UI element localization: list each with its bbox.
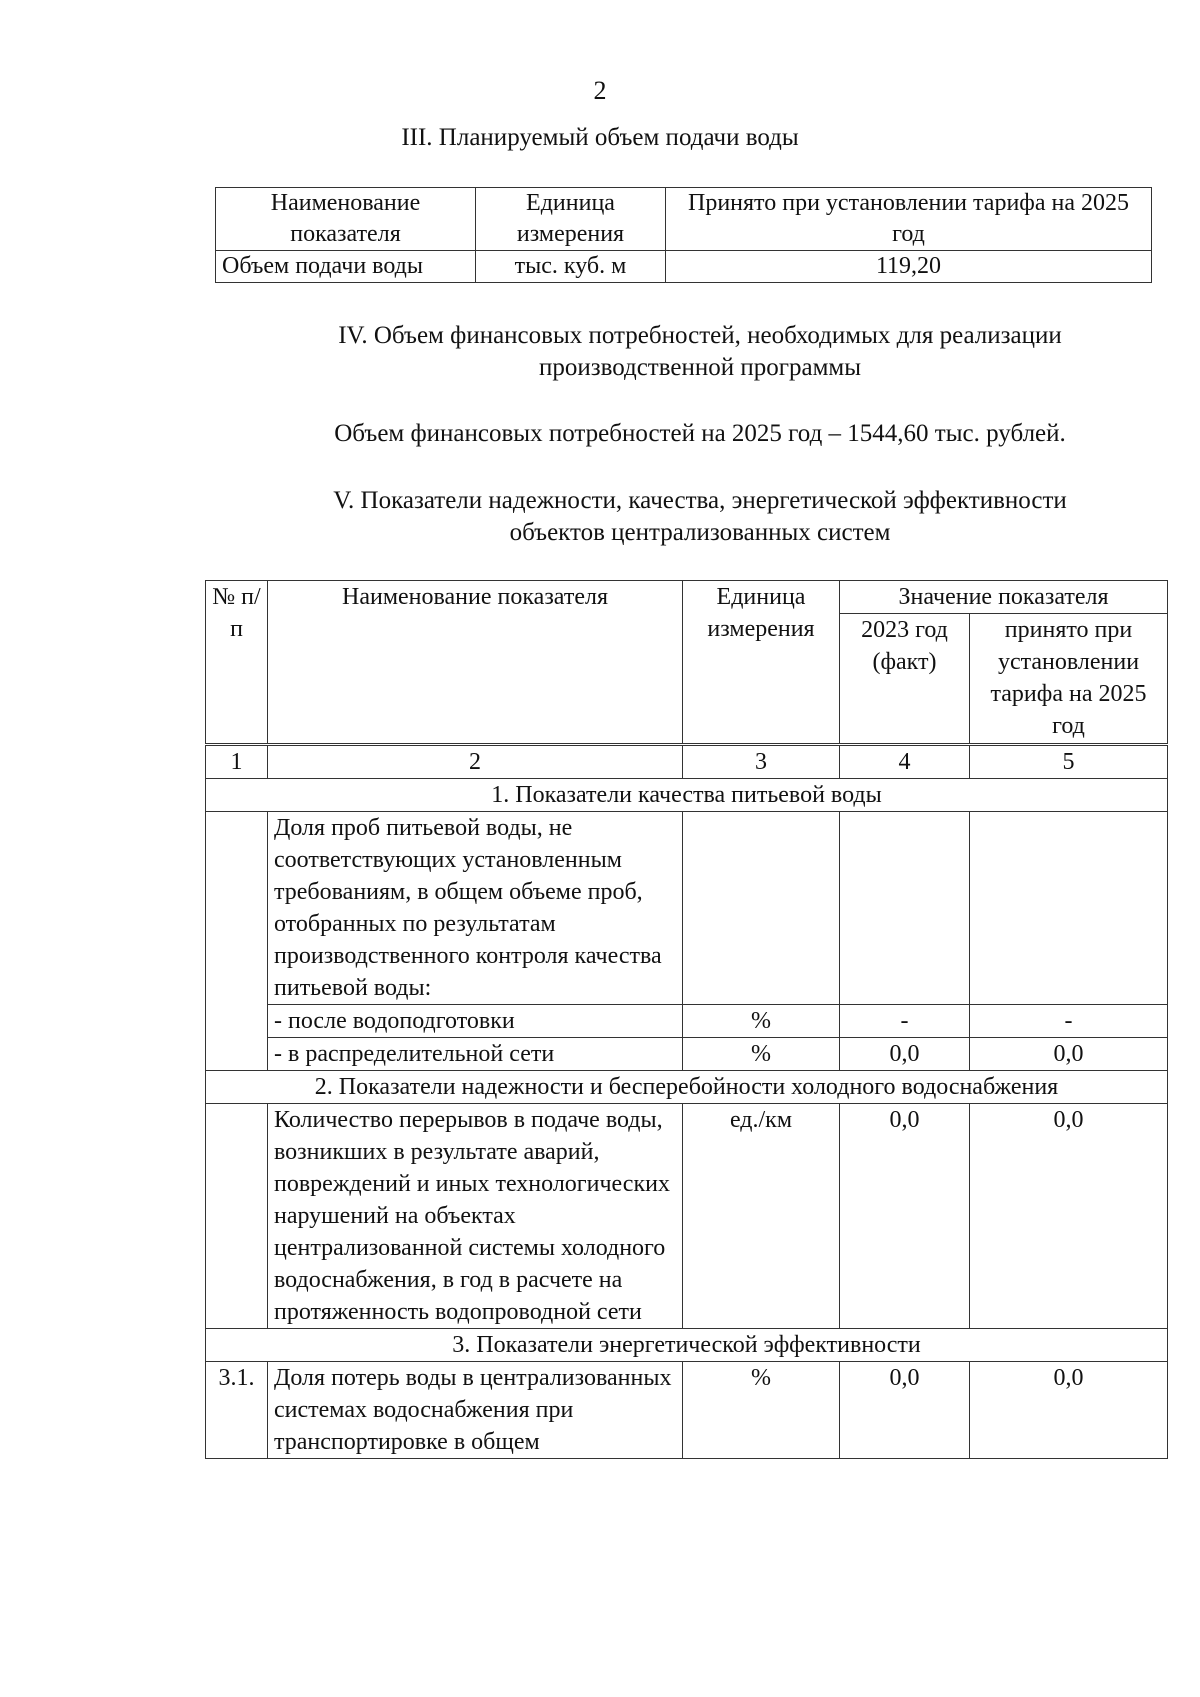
cell-2023: -	[840, 1005, 970, 1038]
cell-2025: 0,0	[970, 1362, 1168, 1459]
col-num-2: 2	[268, 745, 683, 779]
table-row	[206, 1362, 1168, 1459]
table-header-row	[216, 188, 1152, 251]
cell-2023: 0,0	[840, 1104, 970, 1329]
table-row	[216, 251, 1152, 283]
header-name: Наименование показателя	[268, 581, 683, 745]
cell-name: - после водоподготовки	[268, 1005, 683, 1038]
cell-unit: %	[683, 1005, 840, 1038]
header-value: Значение показателя	[840, 581, 1168, 614]
table-row	[206, 1038, 1168, 1071]
group-row	[206, 779, 1168, 812]
section3-title: III. Планируемый объем подачи воды	[401, 124, 799, 151]
group-2-title: 2. Показатели надежности и бесперебойности холодного водоснабжения	[206, 1071, 1168, 1104]
cell-2025: 0,0	[970, 1038, 1168, 1071]
col-num-1: 1	[206, 745, 268, 779]
table-row	[206, 1104, 1168, 1329]
page-number: 2	[593, 76, 607, 105]
cell-name: Доля потерь воды в централизованных системах водоснабжения при транспортировке в общем	[268, 1362, 683, 1459]
cell-2025: -	[970, 1005, 1168, 1038]
table-header-row	[206, 581, 1168, 614]
section4-title-line1: IV. Объем финансовых потребностей, необходимых для реализации	[338, 322, 1062, 349]
cell-name: Количество перерывов в подаче воды, возникших в результате аварий, повреждений и иных технологических нарушений на объектах централизованной системы холодного водоснабжения, в год в расчете на протяженность водопроводной сети	[268, 1104, 683, 1329]
cell-name: - в распределительной сети	[268, 1038, 683, 1071]
group-row	[206, 1329, 1168, 1362]
header-value: Принято при установлении тарифа на 2025 год	[666, 188, 1152, 251]
table-row	[206, 1005, 1168, 1038]
cell-unit: %	[683, 1362, 840, 1459]
column-number-row	[206, 745, 1168, 779]
cell-2025	[970, 812, 1168, 1005]
header-unit: Единица измерения	[683, 581, 840, 745]
section5-title-line2: объектов централизованных систем	[509, 519, 891, 546]
section4-title-line2: производственной программы	[538, 354, 862, 381]
group-3-title: 3. Показатели энергетической эффективности	[206, 1329, 1168, 1362]
section5-title-line1: V. Показатели надежности, качества, энергетической эффективности	[333, 487, 1067, 514]
indicators-table	[205, 580, 1168, 1459]
cell-num	[206, 812, 268, 1071]
financial-needs-text: Объем финансовых потребностей на 2025 год – 1544,60 тыс. рублей.	[334, 420, 1066, 447]
header-2025: принято при установлении тарифа на 2025 год	[970, 614, 1168, 745]
header-2023: 2023 год (факт)	[840, 614, 970, 745]
header-name: Наименование показателя	[216, 188, 476, 251]
header-num: № п/п	[206, 581, 268, 745]
cell-num: 3.1.	[206, 1362, 268, 1459]
supply-volume-table	[215, 187, 1152, 283]
cell-2023	[840, 812, 970, 1005]
col-num-5: 5	[970, 745, 1168, 779]
cell-2023: 0,0	[840, 1038, 970, 1071]
cell-name: Объем подачи воды	[216, 251, 476, 283]
cell-value: 119,20	[666, 251, 1152, 283]
cell-2023: 0,0	[840, 1362, 970, 1459]
cell-num	[206, 1104, 268, 1329]
cell-name: Доля проб питьевой воды, не соответствующих установленным требованиям, в общем объеме проб, отобранных по результатам производственного контроля качества питьевой воды:	[268, 812, 683, 1005]
cell-unit	[683, 812, 840, 1005]
col-num-3: 3	[683, 745, 840, 779]
cell-unit: тыс. куб. м	[476, 251, 666, 283]
col-num-4: 4	[840, 745, 970, 779]
cell-2025: 0,0	[970, 1104, 1168, 1329]
header-unit: Единица измерения	[476, 188, 666, 251]
group-1-title: 1. Показатели качества питьевой воды	[206, 779, 1168, 812]
cell-unit: ед./км	[683, 1104, 840, 1329]
table-row	[206, 812, 1168, 1005]
group-row	[206, 1071, 1168, 1104]
cell-unit: %	[683, 1038, 840, 1071]
